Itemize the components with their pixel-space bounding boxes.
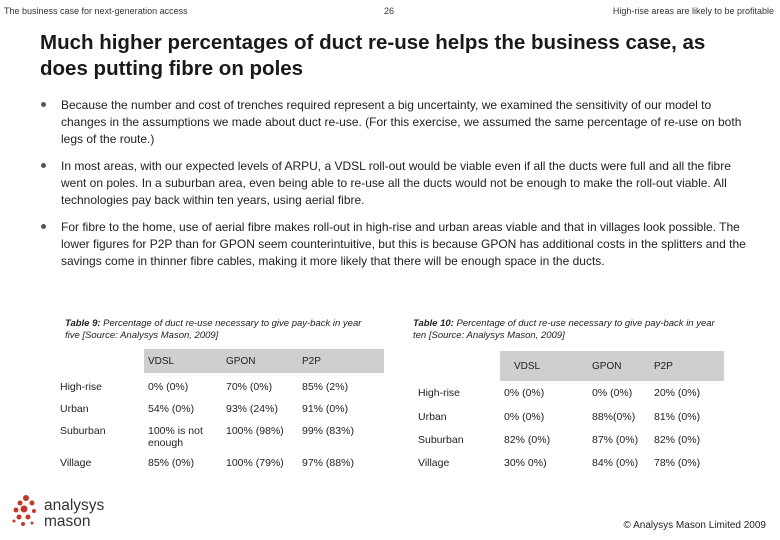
table-row [56, 403, 384, 425]
table9-cell: 93% (24%) [226, 403, 278, 415]
table9-cell: 100% is not enough [148, 425, 203, 449]
table10-cell: 20% (0%) [654, 387, 701, 399]
table10-cell: 84% (0%) [592, 457, 639, 469]
table9-col-header: P2P [298, 349, 384, 373]
slide-title: Much higher percentages of duct re-use helps the business case, as does putting fibre on poles [40, 31, 706, 80]
table9-cell: 0% (0%) [148, 381, 189, 393]
table-row [56, 425, 384, 457]
table9-col-header: VDSL [144, 349, 222, 373]
table-row [414, 434, 724, 457]
table10-cell: 0% (0%) [504, 387, 545, 399]
table9-col-header: GPON [222, 349, 298, 373]
table10-col-header: P2P [650, 351, 724, 381]
header-left-text: The business case for next-generation access [4, 6, 188, 16]
table10-caption-text: Percentage of duct re-use necessary to give pay-back in year ten [Source: Analysys Mason, 2009] [413, 318, 715, 341]
bullet-list [40, 97, 752, 280]
table-row [56, 457, 384, 477]
table9-cell: 100% (98%) [226, 425, 284, 437]
table9-cell: 97% (88%) [302, 457, 354, 469]
table9 [56, 349, 384, 477]
table9-cell: 54% (0%) [148, 403, 195, 415]
table9-caption [65, 318, 365, 342]
table10-row-label: Village [418, 457, 450, 469]
table10-caption-label: Table 10: [413, 318, 454, 329]
table10-cell: 88%(0%) [592, 411, 636, 423]
table10-header-row [414, 351, 724, 381]
table10-caption [413, 318, 723, 342]
table9-corner [56, 349, 144, 373]
table9-caption-label: Table 9: [65, 318, 101, 329]
table9-caption-text: Percentage of duct re-use necessary to give pay-back in year five [Source: Analysys Mason, 2009] [65, 318, 362, 341]
analysys-mason-logo [10, 492, 120, 536]
logo-text-line2: mason [44, 513, 91, 530]
table10 [414, 351, 724, 477]
table9-row-label: Suburban [60, 425, 106, 437]
table10-cell: 82% (0%) [654, 434, 701, 446]
bullet-dot-icon [41, 102, 46, 107]
table-row [414, 457, 724, 477]
table9-cell: 85% (2%) [302, 381, 349, 393]
table10-cell: 78% (0%) [654, 457, 701, 469]
bullet-dot-icon [41, 224, 46, 229]
table9-row-label: High-rise [60, 381, 103, 393]
table10-cell: 87% (0%) [592, 434, 639, 446]
table-row [414, 411, 724, 434]
table10-row-label: Urban [418, 411, 447, 423]
table10-cell: 0% (0%) [592, 387, 633, 399]
bullet-item [40, 158, 752, 209]
table9-row-label: Village [60, 457, 92, 469]
table10-cell: 81% (0%) [654, 411, 701, 423]
header-right-text: High-rise areas are likely to be profitable [612, 6, 774, 16]
table10-corner [414, 351, 500, 381]
bullet-item [40, 97, 752, 148]
logo-dots-icon [10, 492, 44, 532]
table10-col-header: VDSL [500, 351, 588, 381]
table9-cell: 85% (0%) [148, 457, 195, 469]
table9-cell: 91% (0%) [302, 403, 349, 415]
table9-cell: 100% (79%) [226, 457, 284, 469]
table9-cell: 70% (0%) [226, 381, 273, 393]
copyright-text: © Analysys Mason Limited 2009 [623, 520, 766, 531]
table10-cell: 82% (0%) [504, 434, 551, 446]
bullet-text: For fibre to the home, use of aerial fibre makes roll-out in high-rise and urban areas viable and that in villages look possible. The lower figures for P2P than for GPON seem counterintuitive, but this is because GPON has additional costs in the splitters and the savings come in thinner fibre cables, making it more likely that there will be enough space in the ducts. [61, 220, 746, 268]
bullet-item [40, 219, 752, 270]
table10-cell: 0% (0%) [504, 411, 545, 423]
table10-row-label: High-rise [418, 387, 461, 399]
bullet-text: In most areas, with our expected levels of ARPU, a VDSL roll-out would be viable even if all the ducts were full and all the fibre went on poles. In a suburban area, even being able to re-use all the ducts would not be enough to make the roll-out viable. All technologies pay back within ten years, using aerial fibre. [61, 159, 731, 207]
logo-text-line1: analysys [44, 497, 105, 514]
table9-cell: 99% (83%) [302, 425, 354, 437]
table9-row-label: Urban [60, 403, 89, 415]
table9-header-row [56, 349, 384, 373]
table-row [56, 381, 384, 403]
table-row [414, 387, 724, 411]
page-number: 26 [384, 6, 395, 16]
table10-cell: 30% 0%) [504, 457, 547, 469]
table10-col-header: GPON [588, 351, 650, 381]
bullet-dot-icon [41, 163, 46, 168]
bullet-text: Because the number and cost of trenches required represent a big uncertainty, we examined the sensitivity of our model to changes in the assumptions we made about duct re-use. (For this exercise, we assumed the same percentage of re-use on both legs of the route.) [61, 98, 742, 146]
table10-row-label: Suburban [418, 434, 464, 446]
